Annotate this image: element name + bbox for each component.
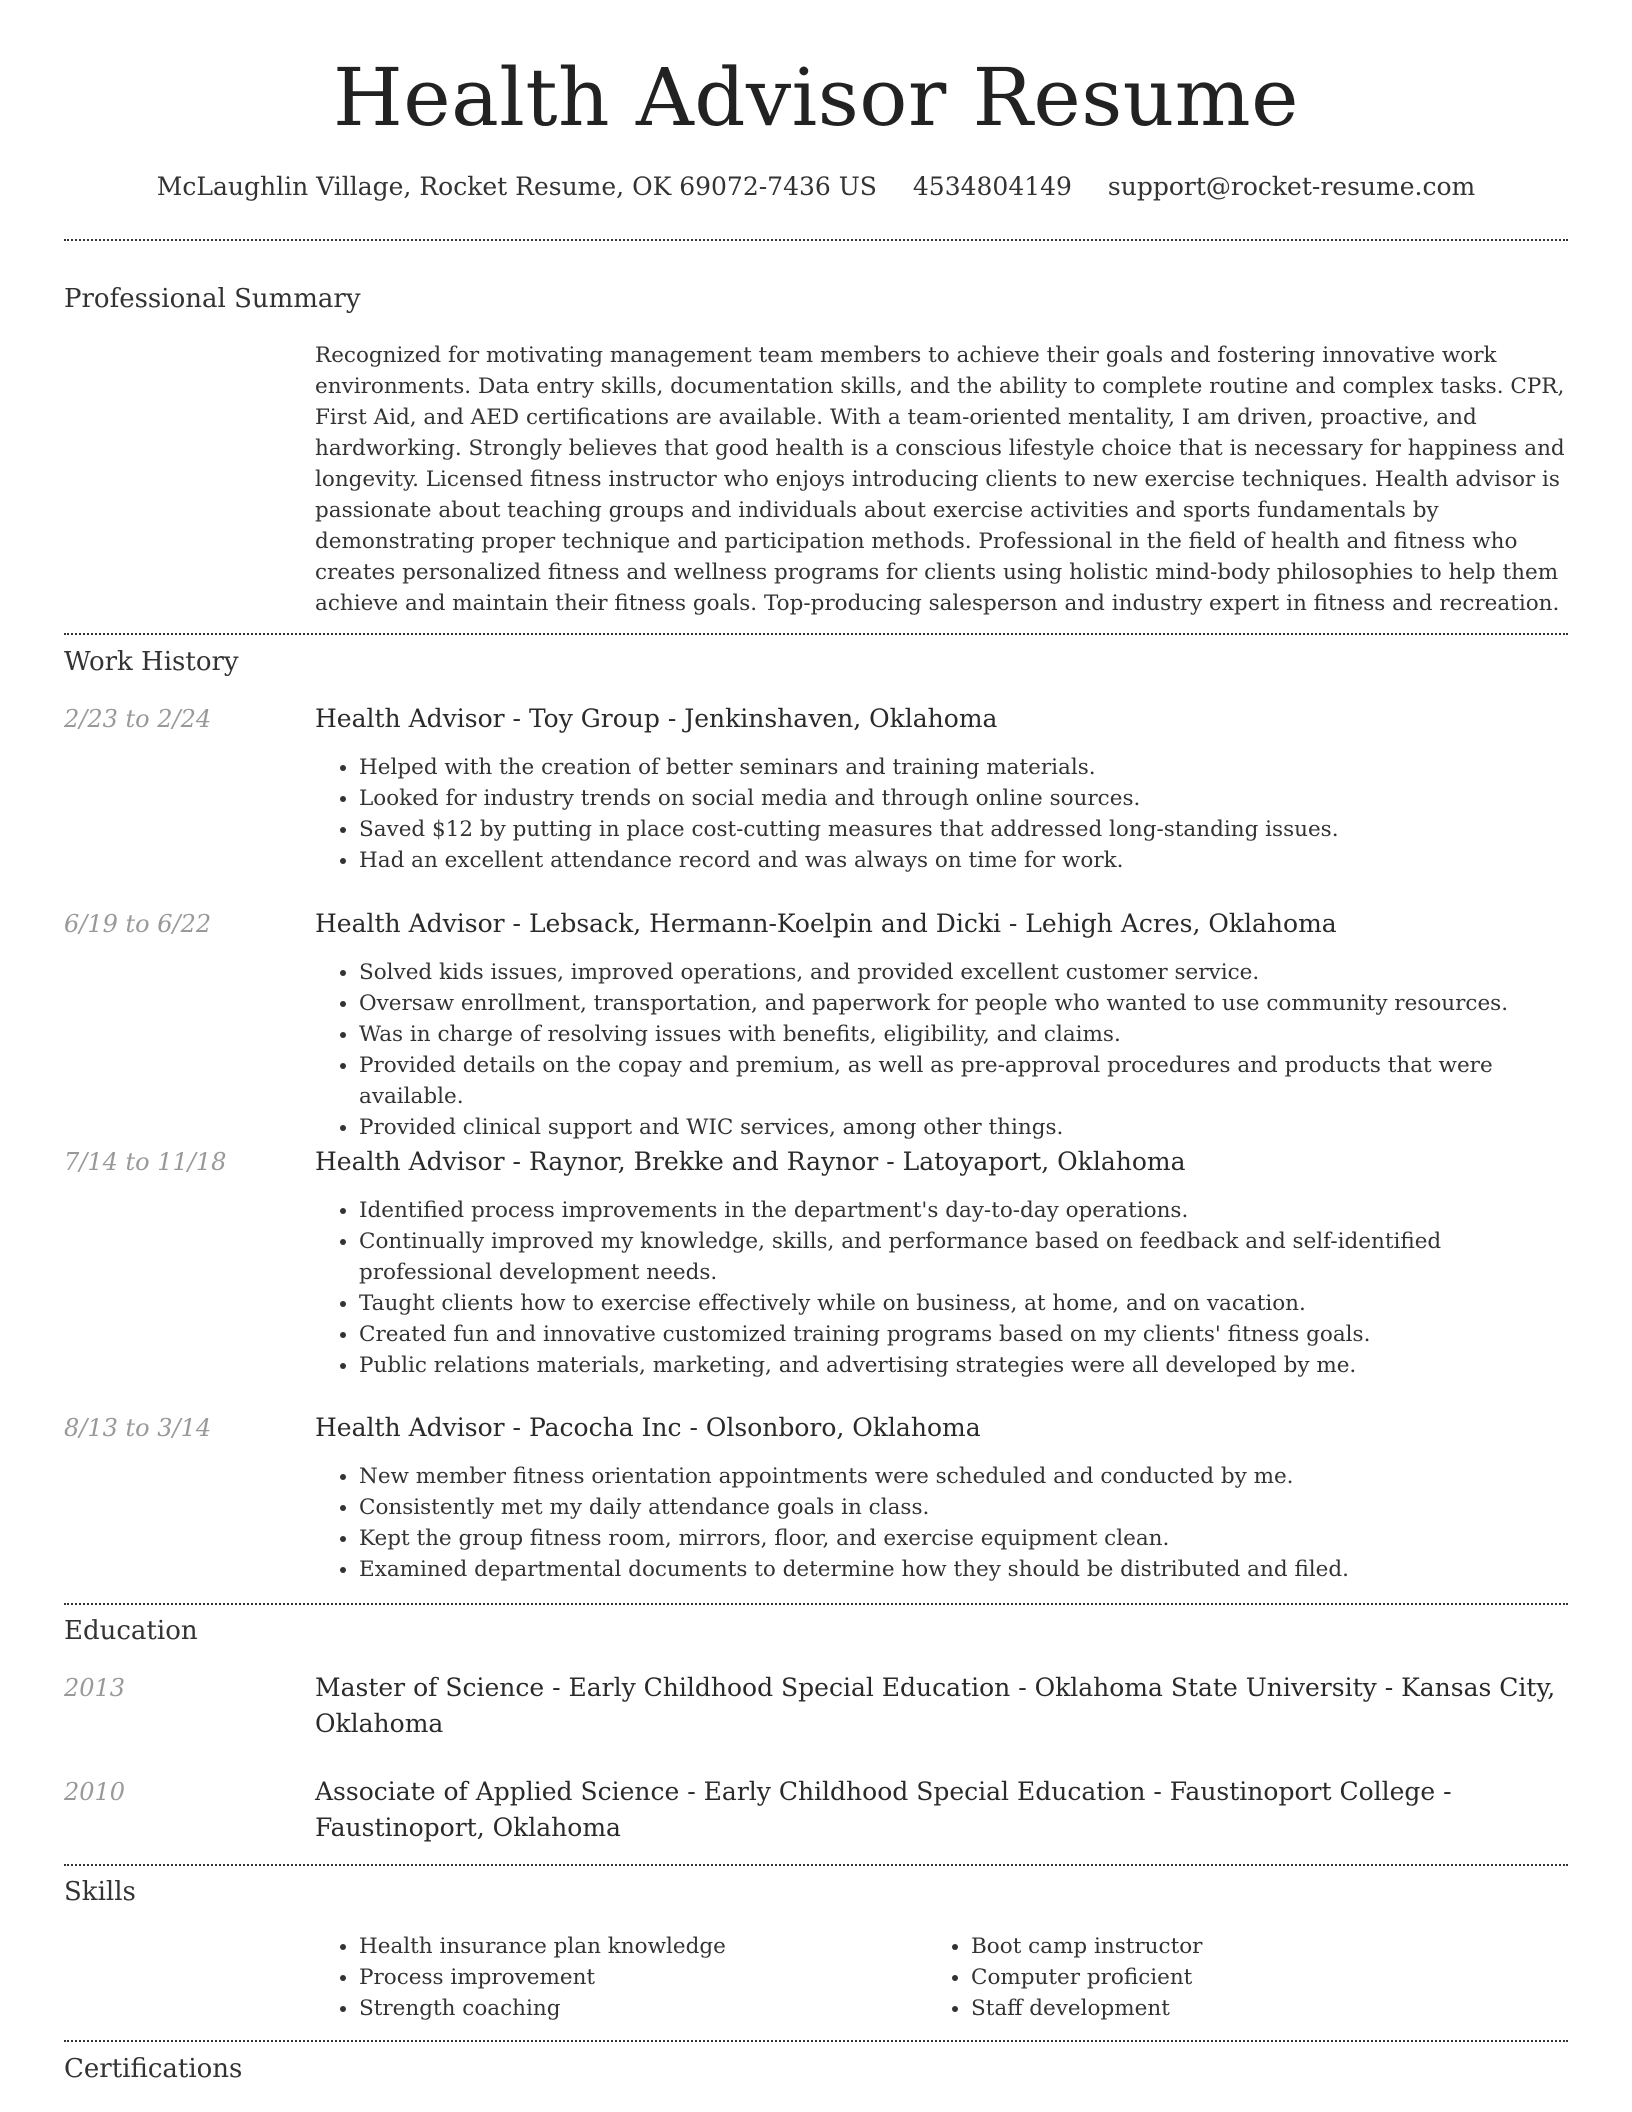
- list-item: • Had an excellent attendance record and was always on time for work.: [359, 845, 1569, 876]
- section-heading-skills: Skills: [64, 1877, 136, 1907]
- summary-text: Recognized for motivating management team members to achieve their goals and fostering innovative work environments. Data entry skills, documentation skills, and the ability to complete routine and complex tasks. CPR, First Aid, and AED certifications are available. With a team-oriented mentality, I am driven, proactive, and hardworking. Strongly believes that good health is a conscious lifestyle choice that is necessary for happiness and longevity. Licensed fitness instructor who enjoys introducing clients to new exercise techniques. Health advisor is passionate about teaching groups and individuals about exercise activities and sports fundamentals by demonstrating proper technique and participation methods. Professional in the field of health and fitness who creates personalized fitness and wellness programs for clients using holistic mind-body philosophies to help them achieve and maintain their fitness goals. Top-producing salesperson and industry expert in fitness and recreation.: [315, 343, 1565, 616]
- list-item: • Kept the group fitness room, mirrors, floor, and exercise equipment clean.: [359, 1523, 1569, 1554]
- skill-item: • Strength coaching: [359, 1993, 915, 2024]
- list-item: • Looked for industry trends on social media and through online sources.: [359, 783, 1569, 814]
- divider: [64, 2040, 1568, 2042]
- list-item: • Consistently met my daily attendance goals in class.: [359, 1492, 1569, 1523]
- list-item: • Provided details on the copay and premium, as well as pre-approval procedures and products that were available.: [359, 1050, 1569, 1112]
- email: support@rocket-resume.com: [1107, 172, 1476, 201]
- page-title: Health Advisor Resume: [332, 51, 1299, 144]
- list-item: • Provided clinical support and WIC services, among other things.: [359, 1112, 1569, 1143]
- job-bullets: [315, 1195, 1569, 1381]
- list-item: • Created fun and innovative customized training programs based on my clients' fitness goals.: [359, 1319, 1569, 1350]
- list-item: • New member fitness orientation appointments were scheduled and conducted by me.: [359, 1461, 1569, 1492]
- section-heading-work: Work History: [64, 647, 239, 677]
- list-item: • Taught clients how to exercise effectively while on business, at home, and on vacation.: [359, 1288, 1569, 1319]
- job-bullets: [315, 752, 1569, 876]
- skill-item: • Computer proficient: [971, 1962, 1527, 1993]
- job-title: Health Advisor - Toy Group - Jenkinshaven, Oklahoma: [315, 704, 998, 733]
- divider: [64, 239, 1568, 241]
- skills-list-left: [315, 1931, 915, 2024]
- education-year: 2013: [64, 1674, 126, 1702]
- education-entry: Associate of Applied Science - Early Childhood Special Education - Faustinoport College - Faustinoport, Oklahoma: [315, 1777, 1452, 1842]
- education-entry: Master of Science - Early Childhood Special Education - Oklahoma State University - Kansas City, Oklahoma: [315, 1673, 1556, 1738]
- divider: [64, 1603, 1568, 1605]
- job-dates: 6/19 to 6/22: [64, 910, 212, 938]
- list-item: • Oversaw enrollment, transportation, and paperwork for people who wanted to use community resources.: [359, 988, 1569, 1019]
- divider: [64, 1864, 1568, 1866]
- job-title: Health Advisor - Lebsack, Hermann-Koelpin and Dicki - Lehigh Acres, Oklahoma: [315, 909, 1337, 938]
- section-heading-certifications: Certifications: [64, 2054, 243, 2084]
- list-item: • Saved $12 by putting in place cost-cutting measures that addressed long-standing issues.: [359, 814, 1569, 845]
- skill-item: • Staff development: [971, 1993, 1527, 2024]
- list-item: • Examined departmental documents to determine how they should be distributed and filed.: [359, 1554, 1569, 1585]
- list-item: • Was in charge of resolving issues with benefits, eligibility, and claims.: [359, 1019, 1569, 1050]
- skills-list-right: [927, 1931, 1527, 2024]
- job-bullets: [315, 957, 1569, 1143]
- job-title: Health Advisor - Pacocha Inc - Olsonboro, Oklahoma: [315, 1413, 981, 1442]
- job-dates: 2/23 to 2/24: [64, 705, 212, 733]
- job-bullets: [315, 1461, 1569, 1585]
- list-item: • Continually improved my knowledge, skills, and performance based on feedback and self-identified professional development needs.: [359, 1226, 1569, 1288]
- skill-item: • Boot camp instructor: [971, 1931, 1527, 1962]
- list-item: • Public relations materials, marketing, and advertising strategies were all developed by me.: [359, 1350, 1569, 1381]
- section-heading-summary: Professional Summary: [64, 284, 361, 314]
- job-title: Health Advisor - Raynor, Brekke and Raynor - Latoyaport, Oklahoma: [315, 1147, 1186, 1176]
- list-item: • Identified process improvements in the department's day-to-day operations.: [359, 1195, 1569, 1226]
- education-year: 2010: [64, 1778, 126, 1806]
- job-dates: 8/13 to 3/14: [64, 1414, 212, 1442]
- phone: 4534804149: [912, 172, 1072, 201]
- list-item: • Helped with the creation of better seminars and training materials.: [359, 752, 1569, 783]
- contact-line: [0, 170, 1632, 204]
- divider: [64, 633, 1568, 635]
- address: McLaughlin Village, Rocket Resume, OK 69072-7436 US: [156, 172, 877, 201]
- section-heading-education: Education: [64, 1616, 198, 1646]
- skill-item: • Health insurance plan knowledge: [359, 1931, 915, 1962]
- job-dates: 7/14 to 11/18: [64, 1148, 227, 1176]
- list-item: • Solved kids issues, improved operations, and provided excellent customer service.: [359, 957, 1569, 988]
- skill-item: • Process improvement: [359, 1962, 915, 1993]
